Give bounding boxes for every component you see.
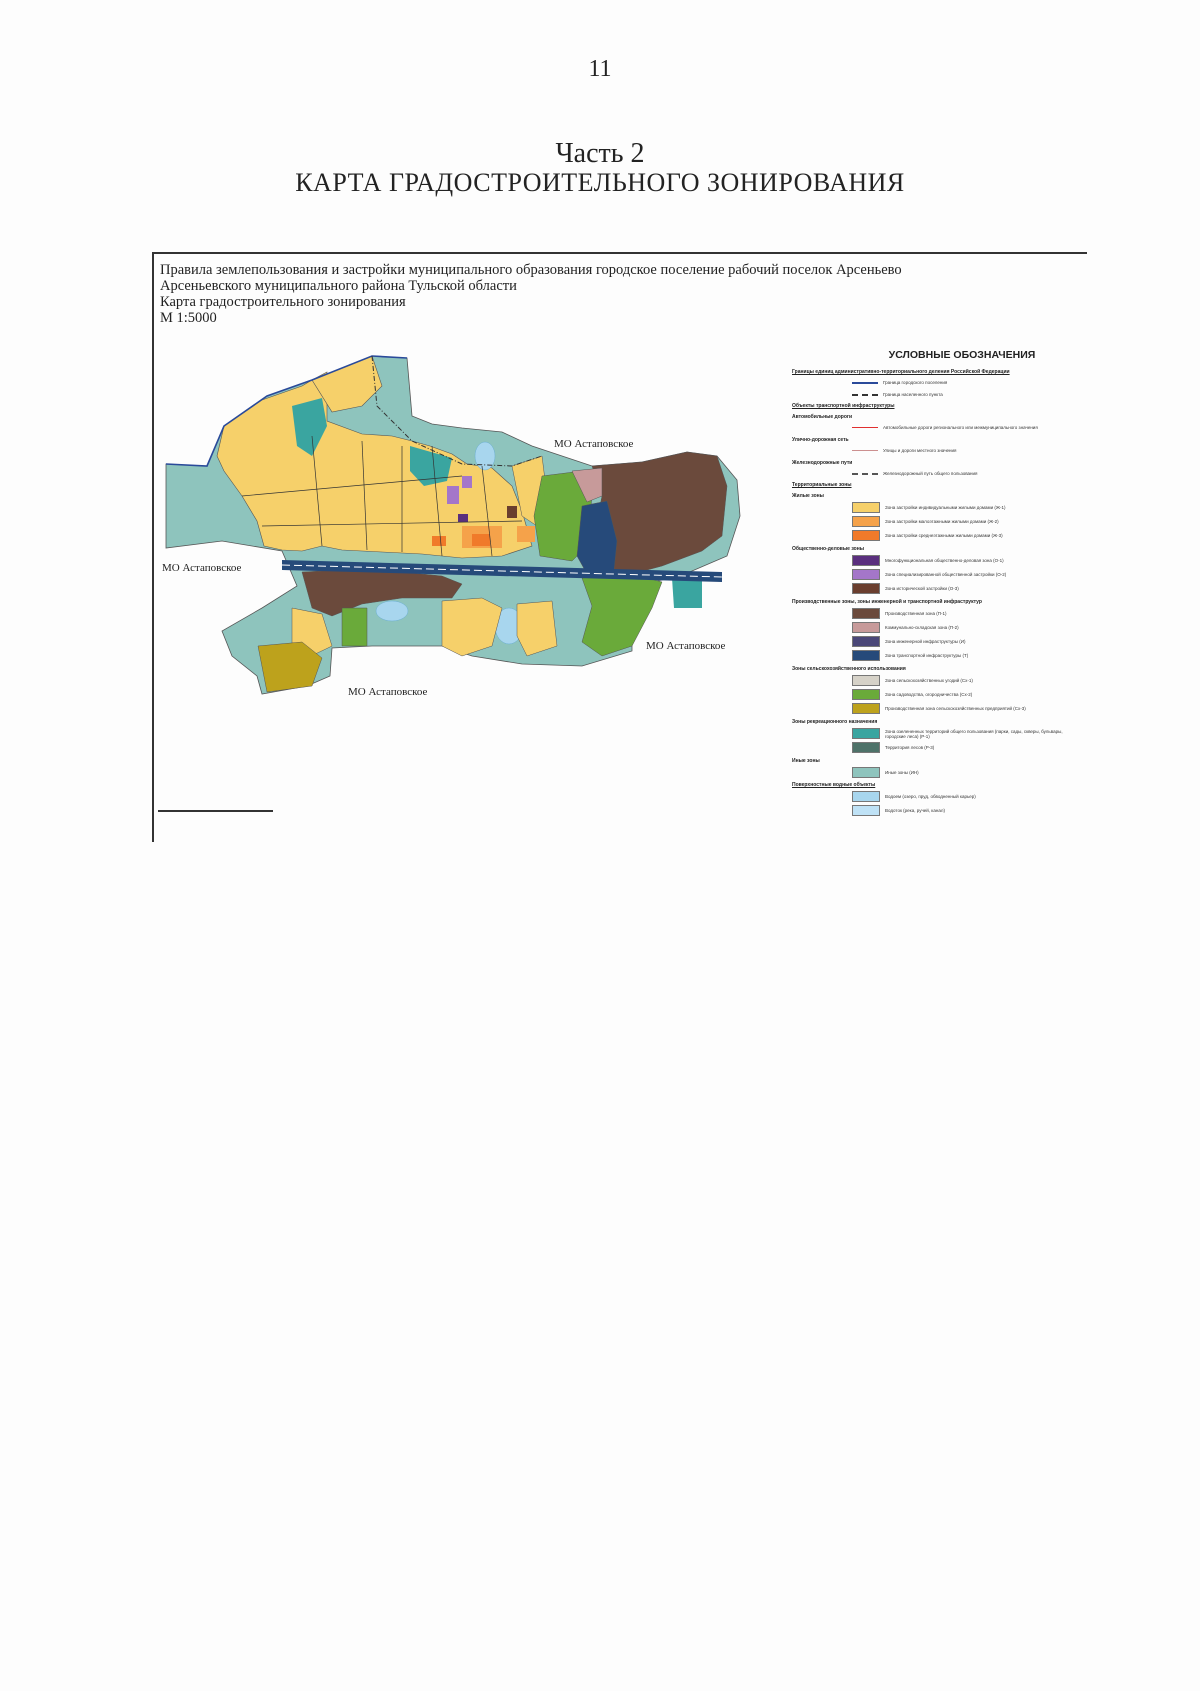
legend-label: Иные зоны (ИН) — [885, 770, 919, 775]
watercourse-swatch — [852, 805, 880, 816]
legend-subsection: Общественно-деловые зоны — [792, 546, 865, 552]
zone-r1-area — [672, 578, 702, 608]
page-number: 11 — [588, 56, 612, 82]
legend-label: Граница населенного пункта — [883, 392, 943, 397]
zone-o1-area — [458, 514, 468, 522]
legend-label: Водоток (река, ручей, канал) — [885, 808, 945, 813]
legend-item — [852, 767, 1082, 778]
sh3-swatch — [852, 703, 880, 714]
p1-swatch — [852, 608, 880, 619]
legend-title: УСЛОВНЫЕ ОБОЗНАЧЕНИЯ — [888, 349, 1036, 361]
legend-item — [852, 689, 1082, 700]
water-body-swatch — [852, 791, 880, 802]
o1-swatch — [852, 555, 880, 566]
legend-subsection: Производственные зоны, зоны инженерной и транспортной инфраструктур — [792, 599, 982, 605]
zone-zh3-area — [472, 534, 490, 546]
legend-label: Водоем (озеро, пруд, обводненный карьер) — [885, 794, 976, 799]
zh3-swatch — [852, 530, 880, 541]
part-heading: Часть 2 — [555, 138, 645, 169]
zone-o2-area — [462, 476, 472, 488]
legend-item — [852, 703, 1082, 714]
scale-bar — [158, 810, 273, 812]
sheet-title-line: Карта градостроительного зонирования — [160, 294, 406, 310]
legend-item — [852, 675, 1082, 686]
neighbor-label-se: МО Астаповское — [646, 640, 726, 652]
legend-label: Зона озелененных территорий общего пользования (парки, сады, скверы, бульвары, городские леса) (Р-1) — [885, 728, 1063, 739]
legend-label: Зона транспортной инфраструктуры (Т) — [885, 653, 969, 658]
r3-swatch — [852, 742, 880, 753]
neighbor-label-s: МО Астаповское — [348, 686, 428, 698]
sheet-scale: М 1:5000 — [160, 310, 217, 326]
legend-subsection: Зоны рекреационного назначения — [792, 719, 878, 725]
legend-label: Зона исторической застройки (О-3) — [885, 586, 959, 591]
road-line-icon — [852, 423, 878, 432]
map-legend — [792, 349, 1082, 816]
p2-swatch — [852, 622, 880, 633]
rail-line-icon — [852, 469, 878, 478]
water-pond — [475, 442, 495, 470]
legend-label: Зона садоводства, огородничества (Сх-2) — [885, 692, 973, 697]
legend-label: Зона специализированной общественной застройки (О-2) — [885, 572, 1007, 577]
legend-item — [852, 516, 1082, 527]
legend-label: Территория лесов (Р-3) — [885, 745, 935, 750]
t-swatch — [852, 650, 880, 661]
legend-label: Коммунально-складская зона (П-2) — [885, 625, 959, 630]
zoning-map — [162, 346, 782, 736]
legend-item — [852, 791, 1082, 802]
legend-label: Производственная зона (П-1) — [885, 611, 947, 616]
legend-subsection: Зоны сельскохозяйственного использования — [792, 666, 906, 672]
legend-item — [852, 555, 1082, 566]
legend-item — [852, 378, 1082, 387]
legend-subsection: Иные зоны — [792, 758, 820, 764]
zone-zh3-area — [432, 536, 446, 546]
legend-item — [852, 636, 1082, 647]
legend-item — [852, 446, 1082, 455]
i-swatch — [852, 636, 880, 647]
neighbor-label-w: МО Астаповское — [162, 562, 242, 574]
water-pond — [376, 601, 408, 621]
legend-label: Улицы и дороги местного значения — [883, 448, 957, 453]
legend-label: Зона сельскохозяйственных угодий (Сх-1) — [885, 678, 973, 683]
legend-item — [852, 390, 1082, 399]
sheet-title-line: Арсеньевского муниципального района Тульской области — [160, 278, 517, 294]
zone-zh1-area — [517, 601, 557, 656]
legend-item — [852, 502, 1082, 513]
sh2-swatch — [852, 689, 880, 700]
dashdot-line-icon — [852, 390, 878, 399]
legend-subsection: Жилые зоны — [792, 493, 824, 499]
legend-section: Поверхностные водные объекты — [792, 782, 876, 788]
street-line-icon — [852, 446, 878, 455]
legend-label: Зона застройки индивидуальными жилыми домами (Ж-1) — [885, 505, 1006, 510]
legend-item — [852, 608, 1082, 619]
legend-section: Объекты транспортной инфраструктуры — [792, 403, 895, 409]
legend-item — [852, 622, 1082, 633]
legend-subsection: Автомобильные дороги — [792, 414, 853, 420]
legend-item — [852, 530, 1082, 541]
document-title: КАРТА ГРАДОСТРОИТЕЛЬНОГО ЗОНИРОВАНИЯ — [295, 168, 905, 197]
zone-zh2-area — [517, 526, 535, 542]
legend-item — [852, 423, 1082, 432]
legend-label: Автомобильные дороги регионального или межмуниципального значения — [883, 425, 1038, 430]
legend-section: Границы единиц административно-территориального деления Российской Федерации — [792, 369, 1010, 375]
legend-subsection: Улично-дорожная сеть — [792, 437, 849, 443]
legend-label: Зона инженерной инфраструктуры (И) — [885, 639, 966, 644]
legend-item — [852, 583, 1082, 594]
legend-item — [852, 742, 1082, 753]
r1-swatch — [852, 728, 880, 739]
sh1-swatch — [852, 675, 880, 686]
legend-label: Многофункциональная общественно-деловая зона (О-1) — [885, 558, 1004, 563]
sheet-title-line: Правила землепользования и застройки муниципального образования городское поселение рабочий поселок Арсеньево — [160, 262, 902, 278]
legend-subsection: Железнодорожные пути — [792, 460, 853, 466]
legend-label: Производственная зона сельскохозяйственных предприятий (Сх-3) — [885, 706, 1026, 711]
zone-o2-area — [447, 486, 459, 504]
legend-item — [852, 805, 1082, 816]
legend-item — [852, 650, 1082, 661]
legend-item — [852, 469, 1082, 478]
legend-label: Железнодорожный путь общего пользования — [883, 471, 978, 476]
legend-section: Территориальные зоны — [792, 482, 852, 488]
neighbor-label-ne: МО Астаповское — [554, 438, 634, 450]
zone-sh2-area — [342, 608, 367, 646]
legend-item — [852, 728, 1082, 739]
o2-swatch — [852, 569, 880, 580]
boundary-line-icon — [852, 378, 878, 387]
legend-label: Граница городского поселения — [883, 380, 948, 385]
zh1-swatch — [852, 502, 880, 513]
legend-item — [852, 569, 1082, 580]
zone-o3-area — [507, 506, 517, 518]
in-swatch — [852, 767, 880, 778]
o3-swatch — [852, 583, 880, 594]
legend-label: Зона застройки среднеэтажными жилыми домами (Ж-3) — [885, 533, 1003, 538]
map-sheet — [152, 252, 1087, 842]
legend-label: Зона застройки малоэтажными жилыми домами (Ж-2) — [885, 519, 999, 524]
sheet-title — [160, 262, 902, 326]
zh2-swatch — [852, 516, 880, 527]
